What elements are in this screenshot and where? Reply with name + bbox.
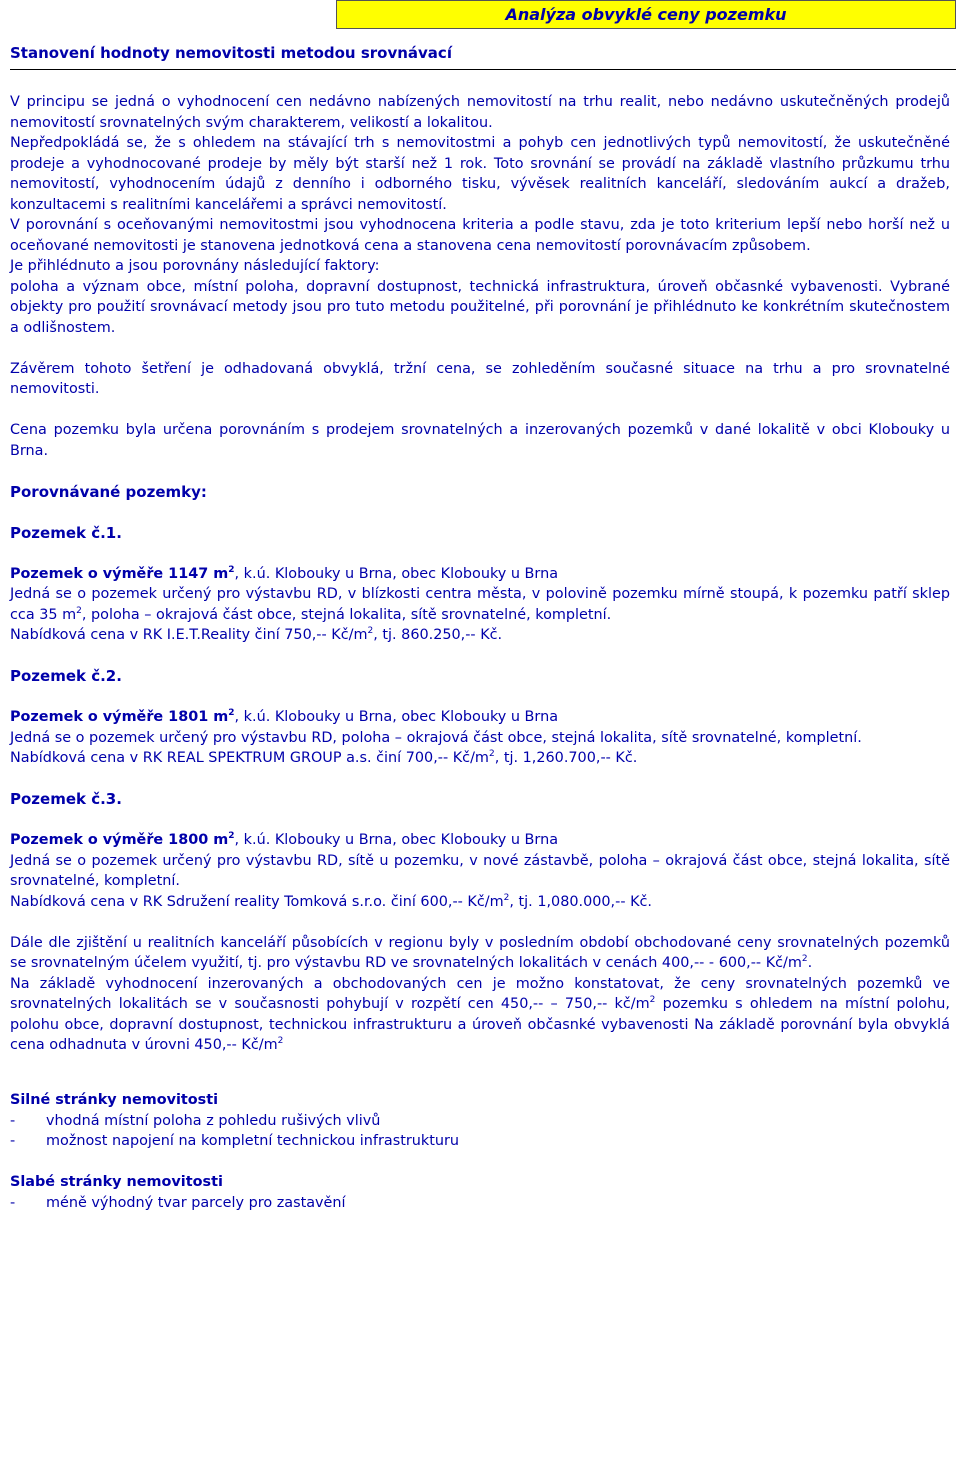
weaknesses-title: Slabé stránky nemovitosti <box>10 1174 223 1190</box>
market-text-a: Dále dle zjištění u realitních kanceláří působících v regionu byly v posledním období obchodované ceny srovnatelných pozemků se srovnatelným účelem využití, tj. pro výstavbu RD ve srovnatelných lokalitách v cenách 400,-- - 600,-- Kč/m <box>10 934 950 971</box>
plot-2-offer <box>10 748 950 769</box>
intro-paragraph-2: Nepředpokládá se, že s ohledem na stávající trh s nemovitostmi a pohyb cen jednotlivých typů nemovitostí, že uskutečněné prodeje a vyhodnocované prodeje by měly být starší než 1 rok. Toto srovnání se provádí na základě vlastního průzkumu trhu nemovitostí, vyhodnocením údajů z denního i odborného tisku, vývěsek realitních kanceláří, sledováním aukcí a dražeb, konzultacemi s realitními kancelářemi a správci nemovitostí. <box>10 135 950 213</box>
conclusion-paragraph: Závěrem tohoto šetření je odhadovaná obvyklá, tržní cena, se zohleděním současné situace na trhu a pro srovnatelné nemovitosti. <box>10 360 950 397</box>
plot-2-title: Pozemek č.2. <box>10 667 122 685</box>
plot-1-desc-sup: 2 <box>76 605 82 616</box>
spacer <box>10 1152 950 1173</box>
spacer <box>10 543 950 564</box>
plot-3-title: Pozemek č.3. <box>10 790 122 808</box>
spacer <box>10 461 950 482</box>
plot-1-area <box>10 564 950 585</box>
plot-1-offer-sup: 2 <box>367 626 374 637</box>
document-body <box>10 92 950 1213</box>
plot-3-description: Jedná se o pozemek určený pro výstavbu RD, sítě u pozemku, v nové zástavbě, poloha – okrajová část obce, stejná lokalita, sítě srovnatelné, kompletní. <box>10 852 950 889</box>
spacer <box>10 687 950 708</box>
intro-paragraph-1: V principu se jedná o vyhodnocení cen nedávno nabízených nemovitostí na trhu realit, nebo nedávno uskutečněných prodejů nemovitostí srovnatelných svým charakterem, velikostí a lokalitou. <box>10 94 950 131</box>
plot-1-area-label: Pozemek o výměře 1147 m <box>10 565 229 582</box>
spacer <box>10 646 950 667</box>
strengths-item-text: možnost napojení na kompletní technickou infrastrukturu <box>46 1133 460 1149</box>
plot-2-offer-b: , tj. 1,260.700,-- Kč. <box>494 750 638 766</box>
plot-1-description <box>10 584 950 625</box>
plot-1-desc-b: , poloha – okrajová část obce, stejná lokalita, sítě srovnatelné, kompletní. <box>81 606 612 623</box>
weaknesses-item-text: méně výhodný tvar parcely pro zastavění <box>46 1194 346 1211</box>
plot-3-offer-a: Nabídková cena v RK Sdružení reality Tomková s.r.o. činí 600,-- Kč/m <box>10 893 504 910</box>
market-text-b: . <box>807 955 813 971</box>
bullet-dash: - <box>10 1133 16 1149</box>
bullet-dash: - <box>10 1112 16 1129</box>
plot-2-area-label: Pozemek o výměře 1801 m <box>10 709 229 725</box>
section-heading: Stanovení hodnoty nemovitosti metodou srovnávací <box>10 44 452 62</box>
spacer <box>10 1076 950 1090</box>
intro-paragraph-3: V porovnání s oceňovanými nemovitostmi jsou vyhodnocena kriteria a podle stavu, zda je toto kriterium lepší nebo horší než u oceňované nemovitosti je stanovena jednotková cena a stanovena cena nemovitostí porovnávacím způsobem. <box>10 217 950 254</box>
market-sup-1: 2 <box>801 954 808 965</box>
document-banner: Analýza obvyklé ceny pozemku <box>336 0 956 29</box>
strengths-item <box>10 1111 950 1132</box>
intro-paragraph-4: Je přihlédnuto a jsou porovnány následující faktory: <box>10 258 380 274</box>
spacer <box>10 769 950 790</box>
market-sup-3: 2 <box>277 1036 284 1047</box>
plot-1-offer-a: Nabídková cena v RK I.E.T.Reality činí 750,-- Kč/m <box>10 627 368 643</box>
plot-3-location: , k.ú. Klobouky u Brna, obec Klobouky u Brna <box>234 832 559 848</box>
market-text-c: Na základě vyhodnocení inzerovaných a obchodovaných cen je možno konstatovat, že ceny srovnatelných pozemků ve srovnatelných lokalitách se v současnosti pohybují v rozpětí cen 450,-- – 750,-- kč/m <box>10 975 950 1012</box>
plot-1-location: , k.ú. Klobouky u Brna, obec Klobouky u Brna <box>234 565 559 582</box>
heading-divider <box>10 69 956 70</box>
plot-1-desc-a: Jedná se o pozemek určený pro výstavbu RD, v blízkosti centra města, v polovině pozemku mírně stoupá, k pozemku patří sklep cca 35 m <box>10 586 950 623</box>
plot-2-location: , k.ú. Klobouky u Brna, obec Klobouky u Brna <box>234 709 559 725</box>
market-paragraph-2 <box>10 974 950 1056</box>
intro-paragraph-5: poloha a význam obce, místní poloha, dopravní dostupnost, technická infrastruktura, úroveň občasnké vybavenosti. Vybrané objekty pro použití srovnávací metody jsou pro tuto metodu použitelné, při porovnání je přihlédnuto ke konkrétním skutečnostem a odlišnostem. <box>10 278 950 336</box>
bullet-dash: - <box>10 1194 16 1211</box>
plot-1-area-sup: 2 <box>228 564 235 575</box>
plot-2-offer-sup: 2 <box>488 749 495 760</box>
plot-3-offer-sup: 2 <box>503 892 510 903</box>
spacer <box>10 502 950 523</box>
strengths-title: Silné stránky nemovitosti <box>10 1092 219 1108</box>
plot-1-title: Pozemek č.1. <box>10 523 122 542</box>
spacer <box>10 1056 950 1077</box>
spacer <box>10 912 950 933</box>
market-text-d: pozemku s ohledem na místní polohu, polohu obce, dopravní dostupnost, technickou infrastrukturu a úroveň občasnké vybavenosti Na základě porovnání byla obvyklá cena odhadnuta v úrovni 450,-- Kč/m <box>10 996 951 1053</box>
plot-1-offer-b: , tj. 860.250,-- Kč. <box>373 627 503 643</box>
plot-3-area <box>10 830 950 851</box>
market-sup-2: 2 <box>649 995 656 1006</box>
spacer <box>10 400 950 421</box>
plot-3-offer-b: , tj. 1,080.000,-- Kč. <box>509 893 653 910</box>
market-paragraph-1 <box>10 933 950 974</box>
strengths-item-text: vhodná místní poloha z pohledu rušivých vlivů <box>46 1112 381 1129</box>
plot-3-offer <box>10 892 950 913</box>
plot-2-area-sup: 2 <box>228 708 235 719</box>
compared-plots-heading: Porovnávané pozemky: <box>10 482 207 501</box>
price-basis-paragraph: Cena pozemku byla určena porovnáním s prodejem srovnatelných a inzerovaných pozemků v dané lokalitě v obci Klobouky u Brna. <box>10 422 950 459</box>
plot-2-offer-a: Nabídková cena v RK REAL SPEKTRUM GROUP a.s. činí 700,-- Kč/m <box>10 750 489 766</box>
plot-3-area-sup: 2 <box>228 831 235 842</box>
weaknesses-item <box>10 1193 950 1214</box>
spacer <box>10 338 950 359</box>
plot-2-description: Jedná se o pozemek určený pro výstavbu RD, poloha – okrajová část obce, stejná lokalita, sítě srovnatelné, kompletní. <box>10 729 862 746</box>
strengths-item <box>10 1131 950 1152</box>
plot-2-area <box>10 707 950 728</box>
plot-1-offer <box>10 625 950 646</box>
spacer <box>10 810 950 831</box>
plot-3-area-label: Pozemek o výměře 1800 m <box>10 832 229 848</box>
